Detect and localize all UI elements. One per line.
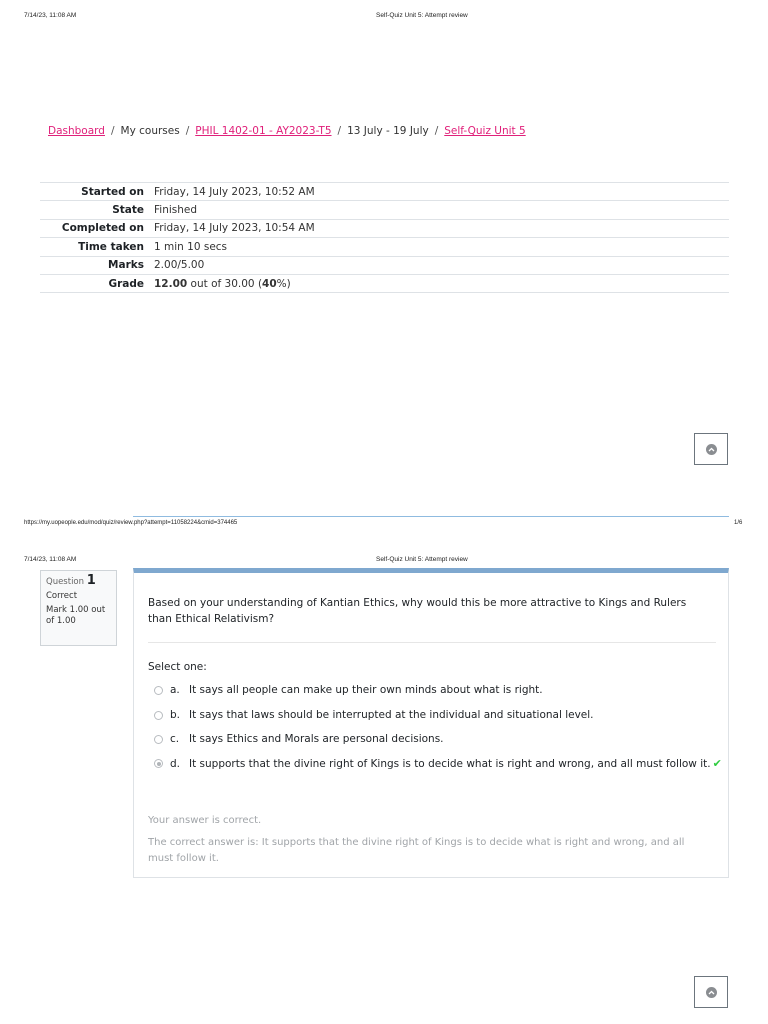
table-row	[40, 201, 729, 219]
select-one-prompt: Select one:	[148, 661, 207, 673]
table-row	[40, 274, 729, 292]
answer-option-a[interactable]	[154, 684, 543, 696]
question-number	[46, 575, 111, 588]
grade-out-of: out of 30.00 (	[187, 277, 263, 290]
option-letter: d.	[170, 757, 181, 770]
page-number: 1/6	[734, 520, 743, 526]
radio-button[interactable]	[154, 735, 163, 744]
grade-tail: %)	[276, 277, 291, 290]
radio-button[interactable]	[154, 711, 163, 720]
question-mark: Mark 1.00 out of 1.00	[46, 605, 106, 626]
time-taken-label: Time taken	[78, 240, 144, 253]
option-text: It supports that the divine right of Kings is to decide what is right and wrong, and all must follow it.	[189, 757, 711, 770]
answer-option-b[interactable]	[154, 709, 594, 721]
option-text: It says that laws should be interrupted at the individual and situational level.	[189, 709, 594, 721]
started-on-label: Started on	[81, 185, 144, 198]
print-title: Self-Quiz Unit 5: Attempt review	[376, 12, 468, 19]
grade-percent: 40	[262, 277, 277, 290]
option-letter: a.	[170, 684, 180, 696]
breadcrumb-separator: /	[110, 125, 115, 137]
marks-value: 2.00/5.00	[154, 259, 205, 272]
question-info-box	[40, 570, 117, 646]
question-card	[133, 568, 729, 878]
breadcrumb-separator: /	[185, 125, 190, 137]
breadcrumb-week: 13 July - 19 July	[347, 125, 429, 137]
print-date: 7/14/23, 11:08 AM	[24, 12, 77, 19]
radio-button[interactable]	[154, 686, 163, 695]
time-taken-value: 1 min 10 secs	[154, 240, 228, 253]
print-title-page2: Self-Quiz Unit 5: Attempt review	[376, 556, 468, 563]
breadcrumb-separator: /	[434, 125, 439, 137]
question-label: Question	[46, 577, 85, 587]
breadcrumb-dashboard-link[interactable]: Dashboard	[48, 125, 105, 137]
table-row	[40, 238, 729, 256]
print-url: https://my.uopeople.edu/mod/quiz/review.php?attempt=11058224&cmid=374465	[24, 520, 238, 526]
chevron-up-icon	[706, 987, 717, 998]
feedback-result: Your answer is correct.	[148, 815, 262, 826]
chevron-up-icon	[706, 444, 717, 455]
grade-score: 12.00	[154, 277, 188, 290]
breadcrumb-course-link[interactable]: PHIL 1402-01 - AY2023-T5	[195, 125, 332, 137]
answer-option-c[interactable]	[154, 733, 444, 745]
marks-label: Marks	[108, 259, 144, 272]
option-letter: c.	[170, 733, 180, 745]
feedback-correct-answer: The correct answer is: It supports that the divine right of Kings is to decide what is right and wrong, and all must follow it.	[148, 837, 685, 864]
back-to-top-button[interactable]	[694, 433, 728, 465]
breadcrumb	[48, 125, 526, 137]
radio-button-selected[interactable]	[154, 759, 163, 768]
question-number-value: 1	[86, 573, 96, 588]
back-to-top-button[interactable]	[694, 976, 728, 1008]
question-divider	[148, 642, 716, 643]
state-label: State	[112, 204, 144, 217]
page-divider	[133, 516, 729, 517]
grade-label: Grade	[108, 277, 144, 290]
grade-value	[154, 274, 729, 292]
table-row	[40, 183, 729, 201]
table-row	[40, 219, 729, 237]
breadcrumb-quiz-link[interactable]: Self-Quiz Unit 5	[444, 125, 526, 137]
option-text: It says all people can make up their own minds about what is right.	[189, 684, 543, 696]
answer-option-d[interactable]	[154, 757, 722, 770]
state-value: Finished	[154, 204, 198, 217]
table-row	[40, 256, 729, 274]
breadcrumb-separator: /	[337, 125, 342, 137]
completed-on-label: Completed on	[61, 222, 144, 235]
option-letter: b.	[170, 709, 181, 721]
option-text: It says Ethics and Morals are personal decisions.	[189, 733, 444, 745]
question-status: Correct	[46, 591, 78, 601]
attempt-summary-table	[40, 182, 729, 293]
question-text: Based on your understanding of Kantian Ethics, why would this be more attractive to Kings and Rulers than Ethical Relativism?	[148, 597, 687, 625]
breadcrumb-my-courses: My courses	[120, 125, 180, 137]
print-date-page2: 7/14/23, 11:08 AM	[24, 556, 77, 563]
completed-on-value: Friday, 14 July 2023, 10:54 AM	[154, 222, 315, 235]
checkmark-icon: ✔	[712, 757, 722, 770]
started-on-value: Friday, 14 July 2023, 10:52 AM	[154, 185, 315, 198]
